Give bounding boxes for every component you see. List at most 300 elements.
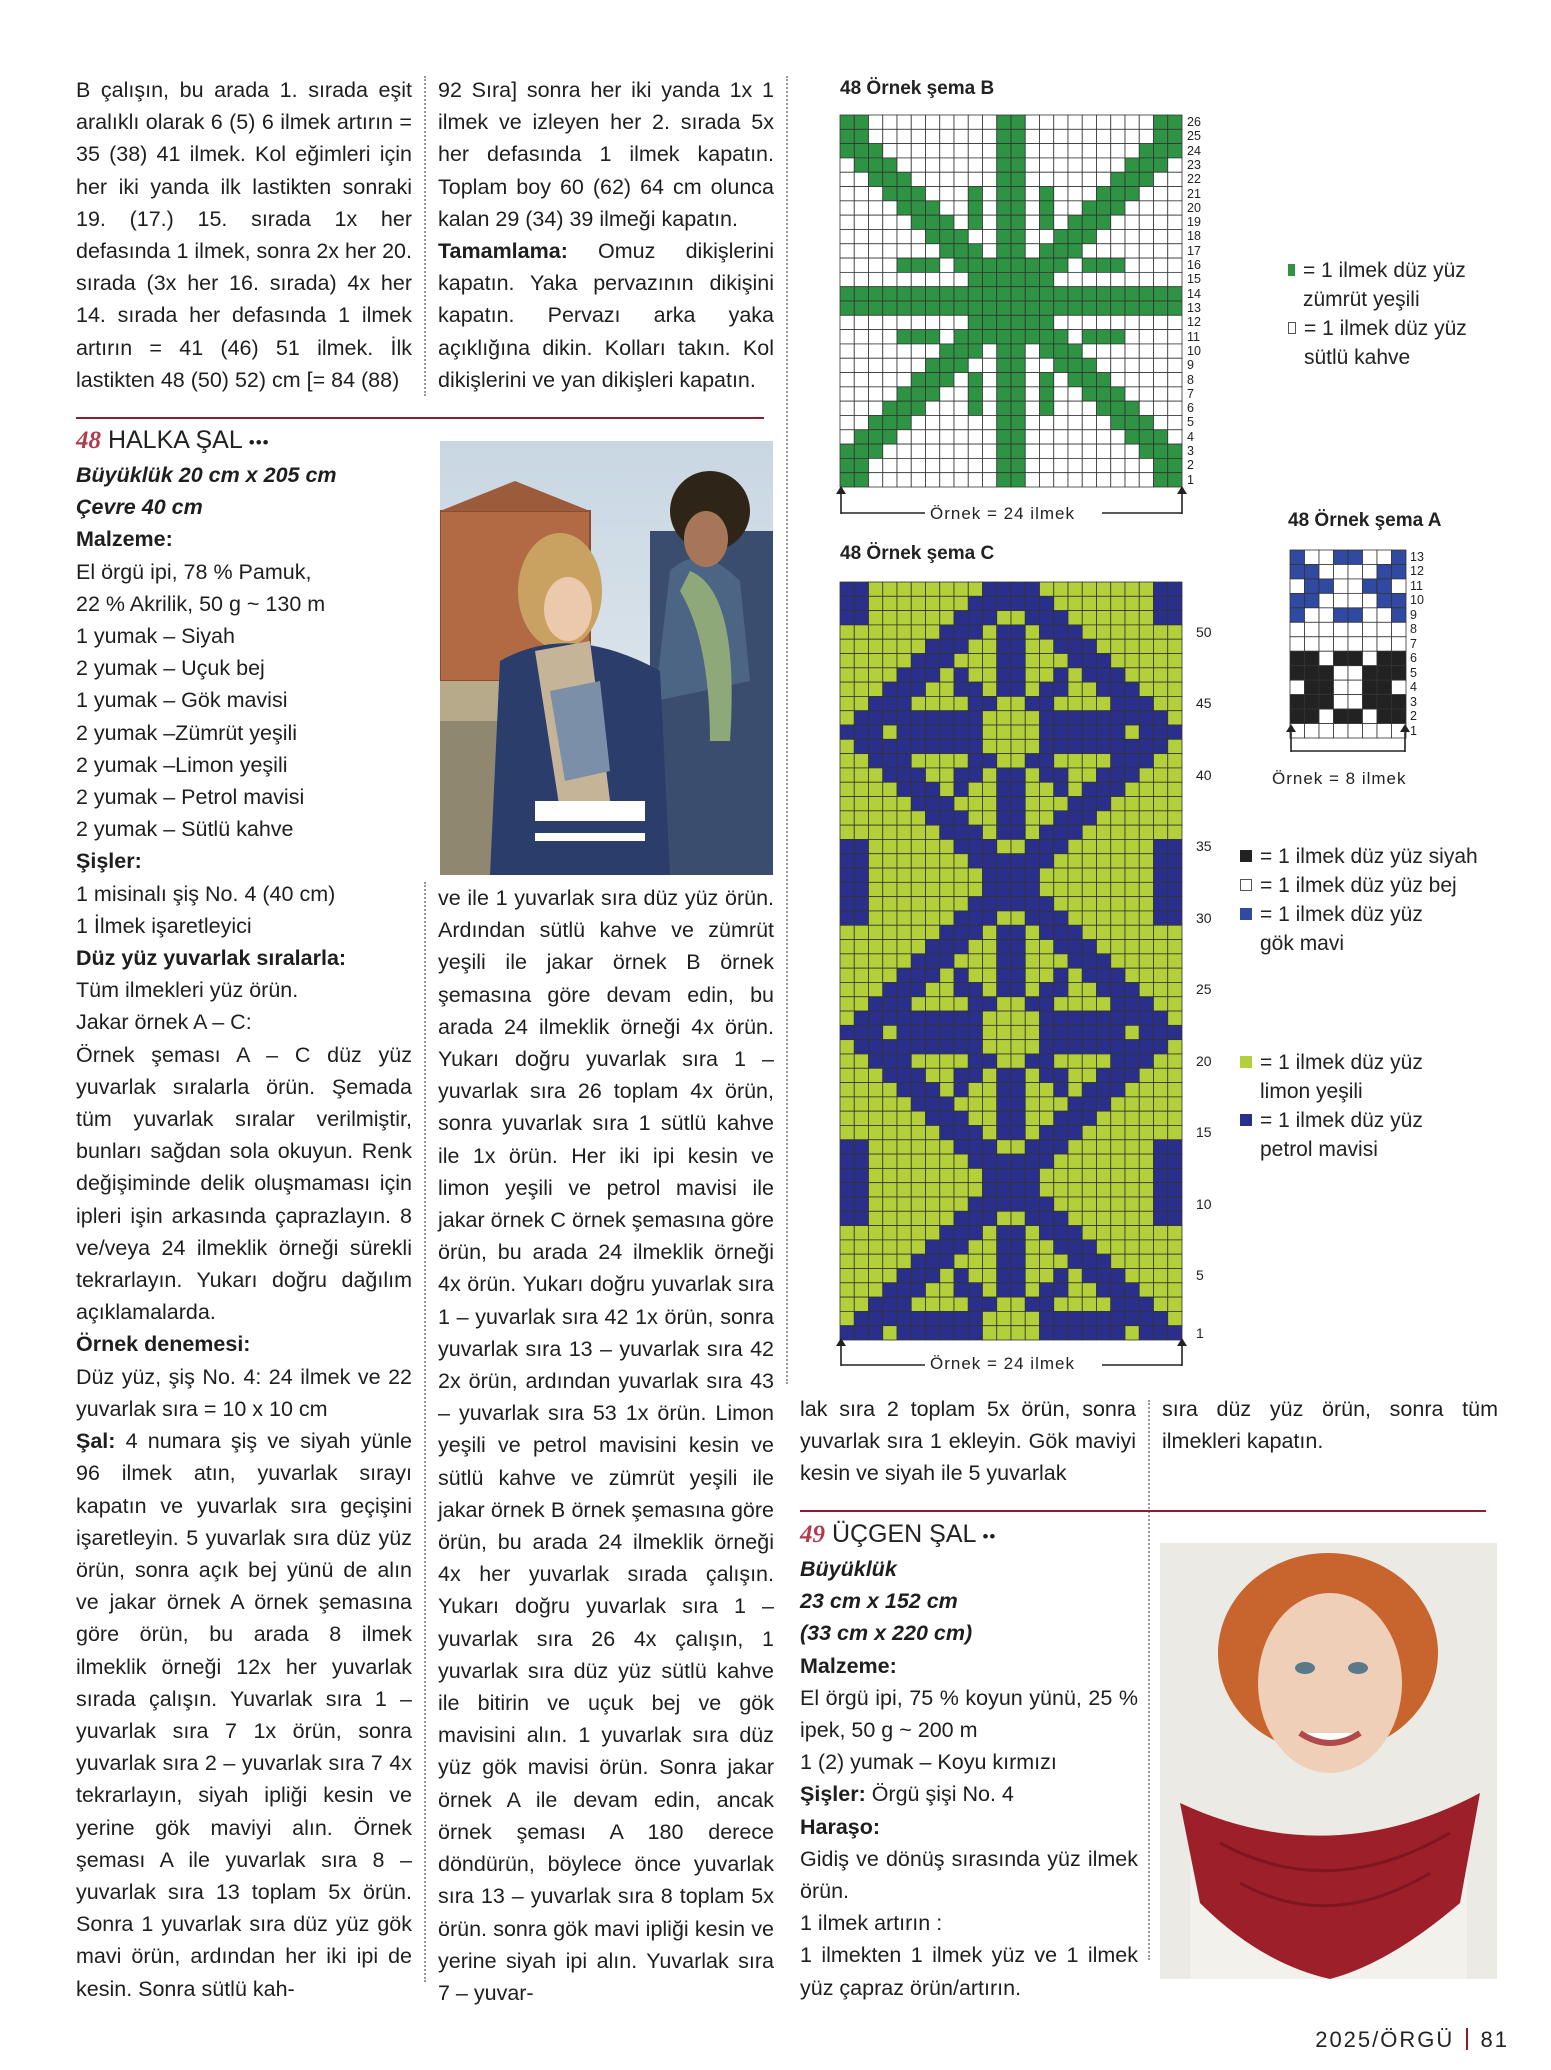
- chart-cell: [968, 201, 982, 215]
- chart-cell: [1139, 1283, 1153, 1297]
- chart-cell: [1025, 639, 1039, 653]
- chart-cell: [1054, 611, 1068, 625]
- chart-cell: [1011, 415, 1025, 429]
- chart-cell: [1025, 1168, 1039, 1182]
- chart-cell: [911, 330, 925, 344]
- chart-cell: [954, 1011, 968, 1025]
- chart-cell: [1040, 344, 1054, 358]
- chart-cell: [997, 373, 1011, 387]
- chart-cell: [983, 611, 997, 625]
- chart-cell: [869, 825, 883, 839]
- chart-cell: [997, 1254, 1011, 1268]
- chart-cell: [854, 911, 868, 925]
- chart-cell: [926, 172, 940, 186]
- chart-cell: [940, 611, 954, 625]
- chart-cell: [940, 1140, 954, 1154]
- colA-top-text: [76, 74, 412, 396]
- legend-item: [1240, 871, 1530, 900]
- chart-cell: [1068, 911, 1082, 925]
- chart-cell: [968, 1125, 982, 1139]
- chart-cell: [1054, 187, 1068, 201]
- chart-cell: [883, 1226, 897, 1240]
- chart-cell: [1068, 1125, 1082, 1139]
- chart-cell: [1125, 301, 1139, 315]
- chart-cell: [1068, 387, 1082, 401]
- chart-cell: [954, 768, 968, 782]
- chart-cell: [854, 444, 868, 458]
- row-number: 10: [1196, 1195, 1212, 1212]
- chart-cell: [883, 244, 897, 258]
- chart-cell: [1139, 201, 1153, 215]
- chart-cell: [1068, 925, 1082, 939]
- chart-cell: [1068, 1025, 1082, 1039]
- chart-cell: [926, 982, 940, 996]
- chart-cell: [954, 711, 968, 725]
- chart-cell: [1011, 1083, 1025, 1097]
- chart-cell: [1168, 258, 1182, 272]
- chart-cell: [940, 839, 954, 853]
- chart-cell: [1168, 430, 1182, 444]
- chart-cell: [1025, 444, 1039, 458]
- chart-cell: [1139, 725, 1153, 739]
- chart-cell: [1348, 564, 1363, 578]
- chart-cell: [1111, 1211, 1125, 1225]
- legend-item: [1240, 1106, 1490, 1164]
- chart-cell: [1125, 968, 1139, 982]
- text-line: Tüm ilmekleri yüz örün.: [76, 978, 299, 1003]
- chart-cell: [1125, 625, 1139, 639]
- chart-cell: [883, 711, 897, 725]
- chart-cell: [940, 925, 954, 939]
- chart-cell: [1068, 430, 1082, 444]
- chart-cell: [983, 739, 997, 753]
- chart-cell: [1125, 244, 1139, 258]
- chart-cell: [911, 301, 925, 315]
- chart-cell: [1097, 287, 1111, 301]
- chart-cell: [1154, 682, 1168, 696]
- chart-cell: [1139, 1197, 1153, 1211]
- section-rule: [800, 1510, 1486, 1512]
- chart-cell: [997, 330, 1011, 344]
- chart-cell: [854, 1297, 868, 1311]
- chart-cell: [1011, 1054, 1025, 1068]
- chart-cell: [1111, 187, 1125, 201]
- woman-illustration: [1160, 1543, 1497, 1979]
- row-number: 50: [1196, 623, 1212, 640]
- chart-cell: [940, 172, 954, 186]
- chart-cell: [1082, 911, 1096, 925]
- chart-cell: [1054, 739, 1068, 753]
- chart-cell: [840, 839, 854, 853]
- chart-cell: [897, 373, 911, 387]
- chart-cell: [1125, 882, 1139, 896]
- page-number: 81: [1480, 2027, 1509, 2052]
- chart-cell: [1097, 1211, 1111, 1225]
- chart-cell: [1125, 358, 1139, 372]
- chart-cell: [854, 330, 868, 344]
- row-number: 9: [1410, 607, 1417, 622]
- chart-cell: [926, 696, 940, 710]
- chart-cell: [1040, 582, 1054, 596]
- chart-cell: [1111, 330, 1125, 344]
- chart-cell: [1068, 287, 1082, 301]
- chart-cell: [1082, 682, 1096, 696]
- chart-cell: [854, 272, 868, 286]
- chart-cell: [1097, 301, 1111, 315]
- chart-cell: [854, 854, 868, 868]
- chart-cell: [1139, 782, 1153, 796]
- chart-cell: [940, 882, 954, 896]
- chart-cell: [940, 315, 954, 329]
- chart-cell: [883, 1054, 897, 1068]
- chart-cell: [1025, 158, 1039, 172]
- chart-cell: [1040, 696, 1054, 710]
- chart-cell: [1111, 1311, 1125, 1325]
- chart-cell: [997, 129, 1011, 143]
- chart-cell: [1011, 1097, 1025, 1111]
- chart-cell: [883, 982, 897, 996]
- paragraph: 92 Sıra] sonra her iki yanda 1x 1 ilmek ve izleyen her 2. sırada 5x her defasında 1 ilmek kapatın. Toplam boy 60 (62) 64 cm olunca kalan 29 (34) 39 ilmeği kapatın.: [438, 78, 774, 231]
- chart-cell: [1068, 129, 1082, 143]
- chart-cell: [854, 1040, 868, 1054]
- chart-cell: [840, 882, 854, 896]
- row-number: 11: [1187, 329, 1200, 344]
- chart-cell: [1040, 711, 1054, 725]
- chart-cell: [968, 1154, 982, 1168]
- chart-cell: [840, 596, 854, 610]
- chart-cell: [1305, 564, 1320, 578]
- chart-cell: [1111, 982, 1125, 996]
- chart-cell: [1025, 997, 1039, 1011]
- chart-cell: [954, 430, 968, 444]
- chart-cell: [1068, 344, 1082, 358]
- chart-cell: [1111, 782, 1125, 796]
- chart-cell: [940, 825, 954, 839]
- chart-cell: [954, 344, 968, 358]
- chart-cell: [940, 582, 954, 596]
- chart-cell: [997, 1311, 1011, 1325]
- chart-cell: [983, 725, 997, 739]
- chart-cell: [1111, 1040, 1125, 1054]
- chart-cell: [1168, 940, 1182, 954]
- chart-cell: [897, 1054, 911, 1068]
- chart-cell: [1168, 1168, 1182, 1182]
- chart-cell: [1011, 1111, 1025, 1125]
- row-number: 4: [1187, 429, 1194, 444]
- chart-cell: [1011, 739, 1025, 753]
- chart-cell: [1040, 115, 1054, 129]
- chart-cell: [911, 473, 925, 487]
- chart-cell: [854, 158, 868, 172]
- chart-cell: [854, 754, 868, 768]
- chart-cell: [1111, 387, 1125, 401]
- chart-cell: [854, 739, 868, 753]
- chart-cell: [854, 997, 868, 1011]
- chart-cell: [1111, 997, 1125, 1011]
- chart-cell: [1168, 1311, 1182, 1325]
- chart-cell: [1011, 596, 1025, 610]
- chart-cell: [940, 215, 954, 229]
- chart-cell: [1111, 115, 1125, 129]
- chart-cell: [1139, 1211, 1153, 1225]
- chart-cell: [1082, 868, 1096, 882]
- chart-cell: [1168, 882, 1182, 896]
- chart-cell: [1111, 144, 1125, 158]
- chart-cell: [1097, 1083, 1111, 1097]
- chart-cell: [1125, 839, 1139, 853]
- chart-cell: [940, 968, 954, 982]
- chart-cell: [1154, 358, 1168, 372]
- chart-cell: [911, 144, 925, 158]
- text-line: 1 İlmek işaretleyici: [76, 913, 252, 938]
- legend-text: = 1 ilmek düz yüz zümrüt yeşili: [1302, 259, 1466, 311]
- chart-cell: [983, 1111, 997, 1125]
- chart-cell: [1068, 639, 1082, 653]
- chart-cell: [1154, 925, 1168, 939]
- chart-cell: [1125, 1211, 1139, 1225]
- chart-cell: [997, 229, 1011, 243]
- chart-cell: [854, 925, 868, 939]
- chart-cell: [883, 1154, 897, 1168]
- chart-cell: [1011, 897, 1025, 911]
- chart-cell: [1139, 473, 1153, 487]
- chart-cell: [968, 187, 982, 201]
- chart-cell: [1154, 1054, 1168, 1068]
- chart-cell: [840, 968, 854, 982]
- chart-cell: [926, 258, 940, 272]
- chart-cell: [1319, 651, 1334, 665]
- chart-cell: [1139, 854, 1153, 868]
- chart-cell: [897, 768, 911, 782]
- chart-cell: [1025, 911, 1039, 925]
- chart-cell: [1139, 682, 1153, 696]
- chart-cell: [869, 654, 883, 668]
- chart-cell: [1111, 1297, 1125, 1311]
- text-line: El örgü ipi, 75 % koyun yünü, 25 % ipek, 50 g ~ 200 m: [800, 1685, 1138, 1743]
- chart-cell: [1025, 1268, 1039, 1282]
- chart-cell: [883, 668, 897, 682]
- chart-cell: [1168, 982, 1182, 996]
- chart-cell: [869, 344, 883, 358]
- chart-cell: [911, 187, 925, 201]
- chart-cell: [1082, 201, 1096, 215]
- sutlu-kahve-swatch-icon: [1288, 322, 1296, 334]
- chart-cell: [840, 258, 854, 272]
- chart-cell: [1139, 1011, 1153, 1025]
- chart-cell: [983, 1097, 997, 1111]
- chart-cell: [1125, 1240, 1139, 1254]
- chart-cell: [1139, 654, 1153, 668]
- chart-cell: [897, 1240, 911, 1254]
- chart-cell: [968, 1211, 982, 1225]
- chart-cell: [1125, 982, 1139, 996]
- chart-cell: [1054, 696, 1068, 710]
- legend-item: [1240, 842, 1530, 871]
- chart-cell: [1025, 430, 1039, 444]
- chart-cell: [1168, 1226, 1182, 1240]
- chart-cell: [997, 897, 1011, 911]
- chart-cell: [1348, 622, 1363, 636]
- chart-cell: [1168, 1054, 1182, 1068]
- chart-cell: [968, 1097, 982, 1111]
- chart-cell: [1011, 1297, 1025, 1311]
- chart-cell: [1125, 654, 1139, 668]
- chart-cell: [1011, 1011, 1025, 1025]
- chart-cell: [1139, 1111, 1153, 1125]
- chart-cell: [869, 1283, 883, 1297]
- chart-cell: [926, 1197, 940, 1211]
- chart-cell: [983, 668, 997, 682]
- chart-cell: [1068, 215, 1082, 229]
- chart-cell: [1025, 582, 1039, 596]
- chart-cell: [940, 639, 954, 653]
- chart-cell: [1054, 711, 1068, 725]
- chart-cell: [1125, 668, 1139, 682]
- chart-cell: [911, 596, 925, 610]
- chart-cell: [911, 711, 925, 725]
- chart-cell: [1040, 1125, 1054, 1139]
- row-number: 45: [1196, 695, 1212, 712]
- chart-cell: [840, 1040, 854, 1054]
- chart-cell: [1139, 415, 1153, 429]
- chart-cell: [940, 1125, 954, 1139]
- chart-cell: [940, 711, 954, 725]
- chart-cell: [1168, 158, 1182, 172]
- chart-cell: [1111, 1140, 1125, 1154]
- chart-cell: [1334, 666, 1349, 680]
- chart-cell: [1011, 172, 1025, 186]
- chart-a-title: 48 Örnek şema A: [1288, 510, 1442, 531]
- chart-cell: [1068, 711, 1082, 725]
- chart-cell: [1154, 387, 1168, 401]
- chart-cell: [911, 725, 925, 739]
- chart-cell: [840, 1268, 854, 1282]
- section-number: 48: [76, 427, 101, 454]
- chart-cell: [869, 1226, 883, 1240]
- chart-cell: [997, 1011, 1011, 1025]
- chart-cell: [997, 811, 1011, 825]
- chart-cell: [897, 954, 911, 968]
- chart-cell: [1125, 1068, 1139, 1082]
- chart-cell: [854, 301, 868, 315]
- gok-mavi-swatch-icon: [1240, 908, 1252, 920]
- chart-cell: [940, 272, 954, 286]
- chart-cell: [1290, 564, 1305, 578]
- chart-cell: [1054, 1125, 1068, 1139]
- chart-cell: [1168, 187, 1182, 201]
- chart-cell: [911, 940, 925, 954]
- paragraph: lak sıra 2 toplam 5x örün, sonra yuvarlak sıra 1 ekleyin. Gök maviyi kesin ve siyah ile 5 yuvarlak: [800, 1397, 1136, 1486]
- chart-cell: [854, 129, 868, 143]
- chart-cell: [1097, 215, 1111, 229]
- chart-cell: [1125, 115, 1139, 129]
- chart-cell: [1082, 954, 1096, 968]
- chart-cell: [1011, 982, 1025, 996]
- chart-cell: [940, 129, 954, 143]
- chart-cell: [954, 1125, 968, 1139]
- chart-cell: [1054, 229, 1068, 243]
- chart-cell: [840, 373, 854, 387]
- chart-cell: [1040, 1111, 1054, 1125]
- chart-cell: [1168, 1183, 1182, 1197]
- chart-cell: [983, 129, 997, 143]
- chart-cell: [1011, 725, 1025, 739]
- chart-cell: [1097, 187, 1111, 201]
- chart-cell: [1040, 1068, 1054, 1082]
- chart-cell: [1319, 622, 1334, 636]
- chart-cell: [1011, 158, 1025, 172]
- chart-cell: [1168, 725, 1182, 739]
- chart-cell: [869, 272, 883, 286]
- chart-cell: [968, 582, 982, 596]
- chart-cell: [854, 373, 868, 387]
- chart-cell: [940, 301, 954, 315]
- chart-cell: [968, 1054, 982, 1068]
- chart-cell: [940, 344, 954, 358]
- chart-cell: [997, 1183, 1011, 1197]
- chart-cell: [983, 1140, 997, 1154]
- chart-cell: [1097, 611, 1111, 625]
- chart-cell: [1025, 1083, 1039, 1097]
- chart-cell: [968, 1311, 982, 1325]
- chart-cell: [1054, 911, 1068, 925]
- chart-cell: [1097, 868, 1111, 882]
- chart-cell: [911, 611, 925, 625]
- chart-cell: [1097, 373, 1111, 387]
- chart-cell: [1082, 625, 1096, 639]
- chart-cell: [1025, 1054, 1039, 1068]
- chart-cell: [897, 1311, 911, 1325]
- chart-cell: [968, 1283, 982, 1297]
- chart-cell: [940, 982, 954, 996]
- chart-cell: [869, 1211, 883, 1225]
- chart-cell: [1025, 868, 1039, 882]
- chart-cell: [1168, 1140, 1182, 1154]
- chart-cell: [869, 1268, 883, 1282]
- chart-cell: [997, 654, 1011, 668]
- chart-cell: [869, 1183, 883, 1197]
- chart-cell: [1068, 582, 1082, 596]
- chart-cell: [869, 982, 883, 996]
- chart-cell: [1111, 1125, 1125, 1139]
- chart-cell: [1168, 1011, 1182, 1025]
- chart-cell: [1139, 287, 1153, 301]
- chart-cell: [840, 473, 854, 487]
- chart-cell: [840, 1226, 854, 1240]
- sisler-label: Şişler:: [800, 1782, 866, 1807]
- chart-cell: [911, 158, 925, 172]
- chart-cell: [1125, 215, 1139, 229]
- chart-cell: [1168, 668, 1182, 682]
- chart-cell: [1125, 1025, 1139, 1039]
- chart-cell: [1025, 287, 1039, 301]
- chart-cell: [940, 358, 954, 372]
- chart-cell: [1139, 882, 1153, 896]
- chart-cell: [926, 1054, 940, 1068]
- chart-cell: [1025, 1283, 1039, 1297]
- chart-cell: [1011, 925, 1025, 939]
- chart-cell: [854, 682, 868, 696]
- chart-cell: [1040, 1211, 1054, 1225]
- chart-cell: [954, 244, 968, 258]
- chart-cell: [926, 854, 940, 868]
- chart-cell: [926, 215, 940, 229]
- chart-cell: [1054, 387, 1068, 401]
- chart-cell: [1082, 940, 1096, 954]
- chart-cell: [869, 1068, 883, 1082]
- chart-cell: [1082, 330, 1096, 344]
- chart-cell: [997, 387, 1011, 401]
